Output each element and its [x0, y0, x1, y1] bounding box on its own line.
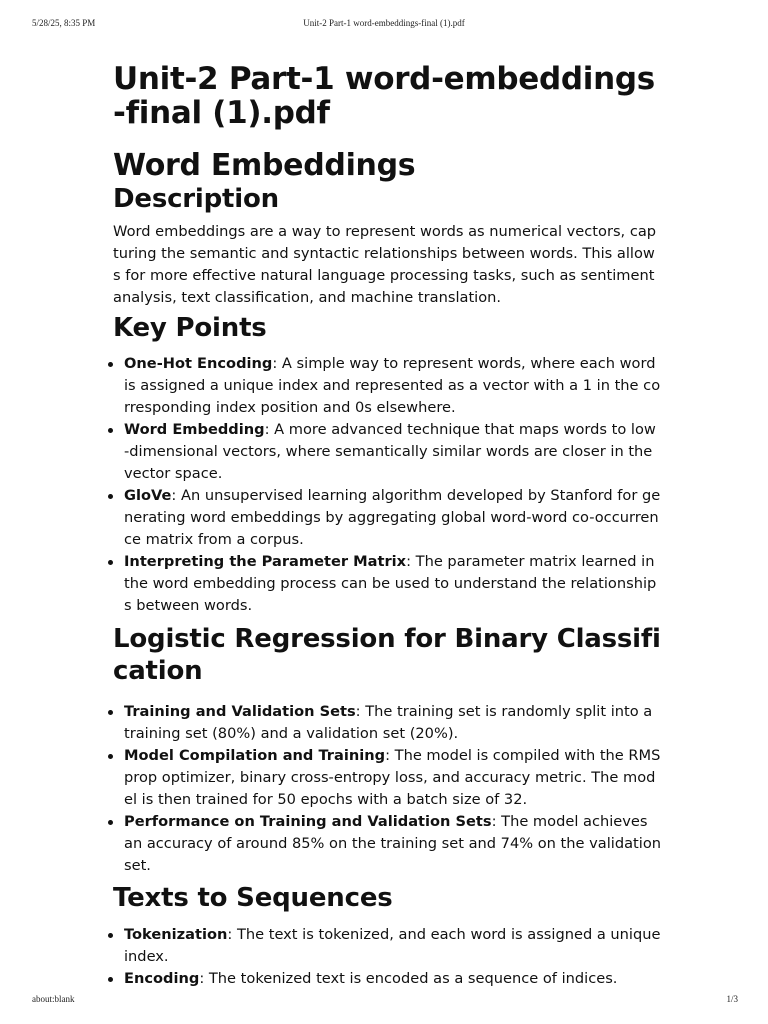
- document-content: [113, 56, 661, 990]
- description-text: Word embeddings are a way to represent words as numerical vectors, capturing the semantic and syntactic relationships between words. This allows for more effective natural language processing tasks, such as sentiment analysis, text classification, and machine translation.: [113, 223, 657, 306]
- main-heading: Word Embeddings: [113, 148, 416, 183]
- print-datetime: 5/28/25, 8:35 PM: [32, 18, 96, 28]
- texts-to-sequences-list: [113, 924, 661, 990]
- bullet-icon: [108, 820, 113, 825]
- item-term: Performance on Training and Validation Sets: [124, 813, 492, 830]
- item-text: : The model achieves an accuracy of around 85% on the training set and 74% on the validation set.: [124, 813, 661, 874]
- item-term: GloVe: [124, 487, 172, 504]
- item-text: : The training set is randomly split into a training set (80%) and a validation set (20%).: [124, 703, 653, 742]
- item-term: Interpreting the Parameter Matrix: [124, 553, 407, 570]
- bullet-icon: [108, 754, 113, 759]
- document-title: Unit-2 Part-1 word-embeddings-final (1).pdf: [113, 61, 655, 131]
- item-term: Training and Validation Sets: [124, 703, 356, 720]
- item-text: : An unsupervised learning algorithm developed by Stanford for generating word embeddings by aggregating global word-word co-occurrence matrix from a corpus.: [124, 487, 661, 548]
- item-term: Encoding: [124, 970, 200, 987]
- item-text: : A more advanced technique that maps words to low-dimensional vectors, where semantically similar words are closer in the vector space.: [124, 421, 656, 482]
- key-points-list: [113, 353, 661, 617]
- list-item: [124, 551, 661, 617]
- print-filename: Unit-2 Part-1 word-embeddings-final (1).pdf: [303, 18, 465, 28]
- key-points-heading: Key Points: [113, 313, 267, 343]
- print-url: about:blank: [32, 994, 75, 1004]
- item-term: One-Hot Encoding: [124, 355, 273, 372]
- texts-to-sequences-heading: Texts to Sequences: [113, 883, 393, 913]
- item-text: : The text is tokenized, and each word is assigned a unique index.: [124, 926, 661, 965]
- print-footer: [0, 994, 768, 1006]
- item-text: : The parameter matrix learned in the word embedding process can be used to understand the relationships between words.: [124, 553, 657, 614]
- description-heading: Description: [113, 184, 279, 214]
- list-item: [124, 419, 661, 485]
- print-page-number: 1/3: [726, 994, 738, 1004]
- bullet-icon: [108, 560, 113, 565]
- bullet-icon: [108, 362, 113, 367]
- print-header: [0, 18, 768, 30]
- bullet-icon: [108, 428, 113, 433]
- list-item: [124, 924, 661, 968]
- logistic-regression-list: [113, 701, 661, 877]
- item-text: : The model is compiled with the RMSprop optimizer, binary cross-entropy loss, and accuracy metric. The model is then trained for 50 epochs with a batch size of 32.: [124, 747, 661, 808]
- bullet-icon: [108, 977, 113, 982]
- list-item: [124, 968, 661, 990]
- item-term: Model Compilation and Training: [124, 747, 386, 764]
- list-item: [124, 485, 661, 551]
- item-text: : A simple way to represent words, where each word is assigned a unique index and represented as a vector with a 1 in the corresponding index position and 0s elsewhere.: [124, 355, 661, 416]
- list-item: [124, 353, 661, 419]
- list-item: [124, 811, 661, 877]
- logistic-regression-heading: Logistic Regression for Binary Classification: [113, 624, 661, 686]
- item-term: Tokenization: [124, 926, 228, 943]
- bullet-icon: [108, 710, 113, 715]
- list-item: [124, 745, 661, 811]
- item-term: Word Embedding: [124, 421, 265, 438]
- bullet-icon: [108, 494, 113, 499]
- bullet-icon: [108, 933, 113, 938]
- item-text: : The tokenized text is encoded as a sequence of indices.: [199, 970, 618, 987]
- list-item: [124, 701, 661, 745]
